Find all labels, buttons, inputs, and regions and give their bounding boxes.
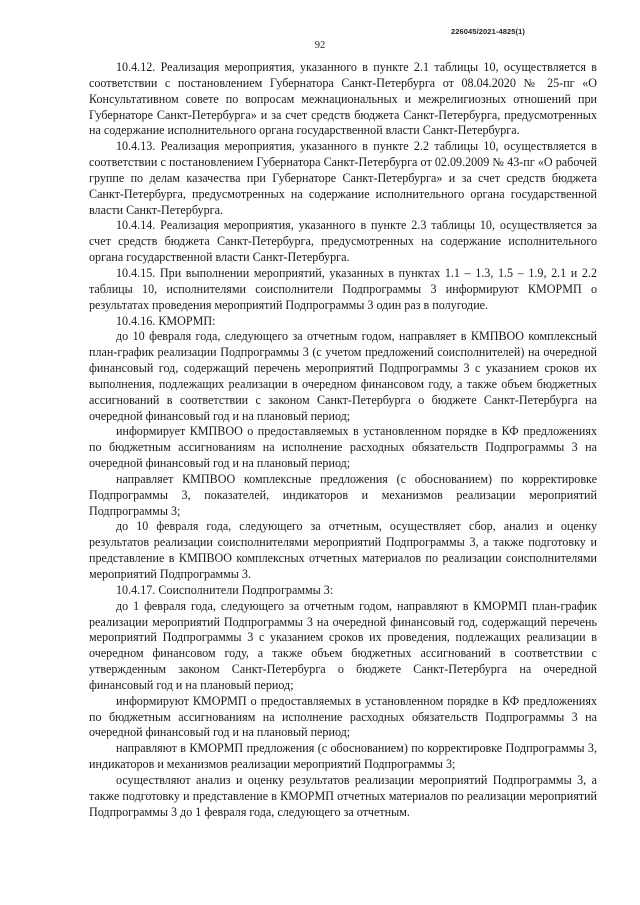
paragraph-10-4-13: 10.4.13. Реализация мероприятия, указанного в пункте 2.2 таблицы 10, осуществляется в соответствии с постановлением Губернатора Санкт-Петербурга от 02.09.2009 № 43-пг «О рабочей группе по делам казачества при Губернаторе Санкт-Петербурга» и за счет средств бюджета Санкт-Петербурга, предусмотренных на содержание исполнительного органа государственной власти Санкт-Петербурга. xyxy=(89,139,597,217)
document-body xyxy=(89,60,597,821)
paragraph-coexecutors-proposals: направляют в КМОРМП предложения (с обоснованием) по корректировке Подпрограммы 3, индикаторов и механизмов реализации мероприятий Подпрограммы 3; xyxy=(89,741,597,772)
paragraph-kmormp-informs: информирует КМПВОО о предоставляемых в установленном порядке в КФ предложениях по бюджетным ассигнованиям на исполнение расходных обязательств Подпрограммы 3 на очередной финансовый год и на плановый период; xyxy=(89,424,597,471)
paragraph-10-4-12: 10.4.12. Реализация мероприятия, указанного в пункте 2.1 таблицы 10, осуществляется в соответствии с постановлением Губернатора Санкт-Петербурга от 08.04.2020 № 25-пг «О Консультативном совете по вопросам межнациональных и межрелигиозных отношений при Губернаторе Санкт-Петербурга» и за счет средств бюджета Санкт-Петербурга, предусмотренных на содержание исполнительного органа государственной власти Санкт-Петербурга. xyxy=(89,60,597,138)
paragraph-kmormp-proposals: направляет КМПВОО комплексные предложения (с обоснованием) по корректировке Подпрограммы 3, показателей, индикаторов и механизмов реализации мероприятий Подпрограммы 3; xyxy=(89,471,597,518)
paragraph-kmormp-plan-schedule: до 10 февраля года, следующего за отчетным годом, направляет в КМПВОО комплексный план-график реализации Подпрограммы 3 (с учетом предложений соисполнителей) на очередной финансовый год, содержащий перечень мероприятий Подпрограммы 3 с указанием сроков их выполнения, подлежащих реализации в очередном финансовом году, а также объем бюджетных ассигнований в соответствии с законом Санкт-Петербурга о бюджете Санкт-Петербурга на очередной финансовый год и на плановый период; xyxy=(89,329,597,423)
paragraph-10-4-14: 10.4.14. Реализация мероприятия, указанного в пункте 2.3 таблицы 10, осуществляется за счет средств бюджета Санкт-Петербурга, предусмотренных на содержание исполнительного органа государственной власти Санкт-Петербурга. xyxy=(89,218,597,265)
paragraph-coexecutors-plan-schedule: до 1 февраля года, следующего за отчетным годом, направляют в КМОРМП план-график реализации мероприятий Подпрограммы 3 на очередной финансовый год, содержащий перечень мероприятий Подпрограммы 3 с указанием сроков их проведения, подлежащих реализации в очередном финансовом году, а также объем бюджетных ассигнований в соответствии с утвержденным законом Санкт-Петербурга о бюджете Санкт-Петербурга на очередной финансовый год и на плановый период; xyxy=(89,598,597,692)
paragraph-10-4-17-heading: 10.4.17. Соисполнители Подпрограммы 3: xyxy=(116,582,334,597)
paragraph-coexecutors-inform: информируют КМОРМП о предоставляемых в установленном порядке в КФ предложениях по бюджетным ассигнованиям на исполнение расходных обязательств Подпрограммы 3 на очередной финансовый год и на плановый период; xyxy=(89,693,597,740)
paragraph-10-4-15: 10.4.15. При выполнении мероприятий, указанных в пунктах 1.1 – 1.3, 1.5 – 1.9, 2.1 и 2.2 таблицы 10, исполнителями соисполнители Подпрограммы 3 информируют КМОРМП о результатах проведения мероприятий Подпрограммы 3 один раз в полугодие. xyxy=(89,265,597,312)
paragraph-10-4-16-heading: 10.4.16. КМОРМП: xyxy=(116,313,216,328)
paragraph-kmormp-reporting: до 10 февраля года, следующего за отчетным, осуществляет сбор, анализ и оценку результатов реализации соисполнителями мероприятий Подпрограммы 3, а также подготовку и представление в КМПВОО комплексных отчетных материалов по реализации соисполнителями мероприятий Подпрограммы 3. xyxy=(89,519,597,581)
paragraph-coexecutors-analysis: осуществляют анализ и оценку результатов реализации мероприятий Подпрограммы 3, а также подготовку и представление в КМОРМП отчетных материалов по реализации мероприятий Подпрограммы 3 до 1 февраля года, следующего за отчетным. xyxy=(89,772,597,819)
document-registration-number: 226045/2021-4825(1) xyxy=(450,27,525,36)
page-number: 92 xyxy=(314,40,326,51)
